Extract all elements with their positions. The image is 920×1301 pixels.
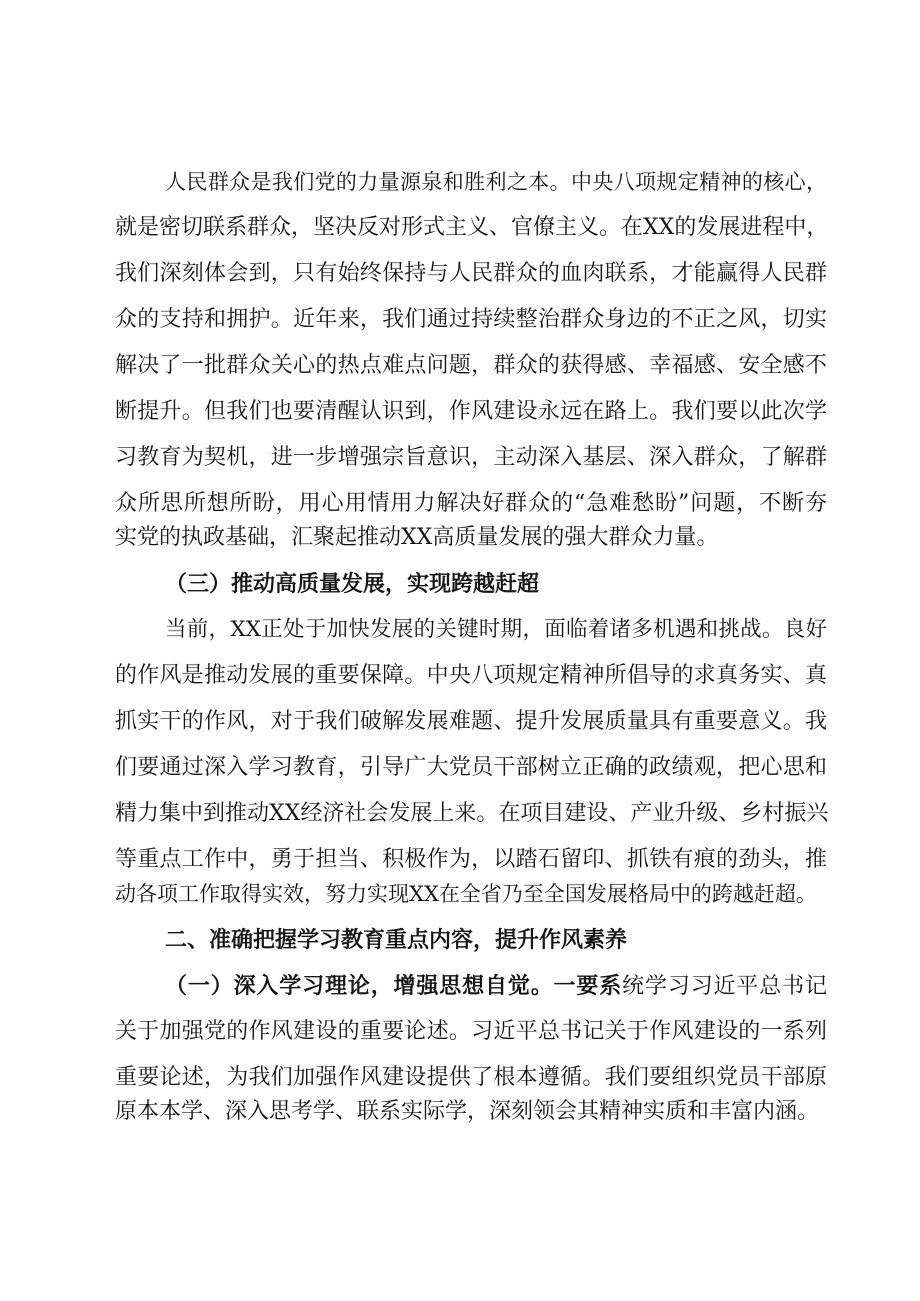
paragraph-line: 动各项工作取得实效，努力实现XX在全省乃至全国发展格局中的跨越赶超。 <box>115 882 817 906</box>
paragraph-line: 关于加强党的作风建设的重要论述。习近平总书记关于作风建设的一系列 <box>115 1019 827 1044</box>
paragraph-line: 等重点工作中，勇于担当、积极作为，以踏石留印、抓铁有痕的劲头，推 <box>115 847 827 872</box>
paragraph-line: 就是密切联系群众，坚决反对形式主义、官僚主义。在XX的发展进程中， <box>115 215 829 240</box>
paragraph-line: 断提升。但我们也要清醒认识到，作风建设永远在路上。我们要以此次学 <box>115 399 827 424</box>
paragraph-line: 解决了一批群众关心的热点难点问题，群众的获得感、幸福感、安全感不 <box>115 353 827 378</box>
paragraph-line: 实党的执政基础，汇聚起推动XX高质量发展的强大群众力量。 <box>115 525 719 550</box>
paragraph-line: 的作风是推动发展的重要保障。中央八项规定精神所倡导的求真务实、真 <box>115 663 827 688</box>
paragraph-line: 们要通过深入学习教育，引导广大党员干部树立正确的政绩观，把心思和 <box>115 755 827 780</box>
lead-in-bold: （一）深入学习理论，增强思想自觉。一要系 <box>165 973 623 999</box>
paragraph-line <box>165 966 827 1006</box>
lead-in-rest: 统学习习近平总书记 <box>622 974 827 999</box>
paragraph-line: 重要论述，为我们加强作风建设提供了根本遵循。我们要组织党员干部原 <box>115 1065 827 1090</box>
paragraph-line: 原本本学、深入思考学、联系实际学，深刻领会其精神实质和丰富内涵。 <box>115 1099 820 1124</box>
paragraph-line: 习教育为契机，进一步增强宗旨意识，主动深入基层、深入群众，了解群 <box>115 445 827 470</box>
paragraph-line: 精力集中到推动XX经济社会发展上来。在项目建设、产业升级、乡村振兴 <box>115 801 829 826</box>
paragraph-line: 当前，XX正处于加快发展的关键时期，面临着诸多机遇和挑战。良好 <box>165 617 827 642</box>
section-heading: （三）推动高质量发展，实现跨越赶超 <box>165 571 540 597</box>
paragraph-line: 众的支持和拥护。近年来，我们通过持续整治群众身边的不正之风，切实 <box>115 307 827 332</box>
paragraph-line: 抓实干的作风，对于我们破解发展难题、提升发展质量具有重要意义。我 <box>115 709 827 734</box>
paragraph-line: 人民群众是我们党的力量源泉和胜利之本。中央八项规定精神的核心， <box>165 170 827 194</box>
paragraph-line: 我们深刻体会到，只有始终保持与人民群众的血肉联系，才能赢得人民群 <box>115 261 827 286</box>
paragraph-line: 众所思所想所盼，用心用情用力解决好群众的“急难愁盼”问题，不断夯 <box>115 491 827 516</box>
chapter-heading: 二、准确把握学习教育重点内容，提升作风素养 <box>165 927 628 953</box>
